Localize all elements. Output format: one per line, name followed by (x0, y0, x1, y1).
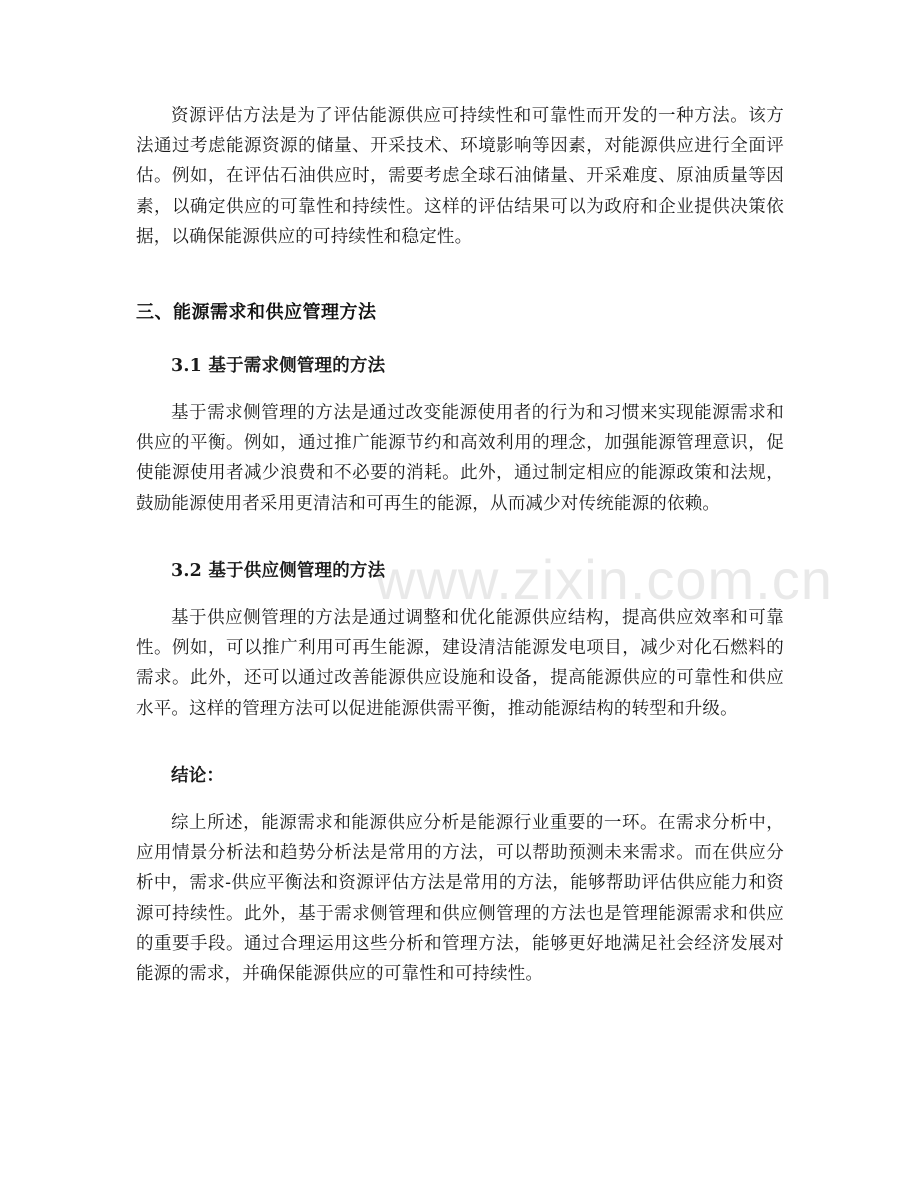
watermark-text: www.zixin.com.cn (375, 548, 833, 611)
section-heading-3: 三、能源需求和供应管理方法 (136, 302, 377, 323)
conclusion-label: 结论： (171, 766, 225, 786)
paragraph-resource-evaluation: 资源评估方法是为了评估能源供应可持续性和可靠性而开发的一种方法。该方法通过考虑能源资源的储量、开采技术、环境影响等因素，对能源供应进行全面评估。例如，在评估石油供应时，需要考虑全球石油储量、开采难度、原油质量等因素，以确定供应的可靠性和持续性。这样的评估结果可以为政府和企业提供决策依据，以确保能源供应的可持续性和稳定性。 (136, 106, 784, 247)
subsection-heading-3-1: 3.1 基于需求侧管理的方法 (171, 356, 386, 376)
subsection-heading-3-2: 3.2 基于供应侧管理的方法 (171, 561, 386, 581)
paragraph-demand-side: 基于需求侧管理的方法是通过改变能源使用者的行为和习惯来实现能源需求和供应的平衡。例如，通过推广能源节约和高效利用的理念，加强能源管理意识，促使能源使用者减少浪费和不必要的消耗。此外，通过制定相应的能源政策和法规，鼓励能源使用者采用更清洁和可再生的能源，从而减少对传统能源的依赖。 (136, 403, 784, 514)
paragraph-supply-side: 基于供应侧管理的方法是通过调整和优化能源供应结构，提高供应效率和可靠性。例如，可以推广利用可再生能源，建设清洁能源发电项目，减少对化石燃料的需求。此外，还可以通过改善能源供应设施和设备，提高能源供应的可靠性和供应水平。这样的管理方法可以促进能源供需平衡，推动能源结构的转型和升级。 (136, 608, 784, 719)
paragraph-conclusion: 综上所述，能源需求和能源供应分析是能源行业重要的一环。在需求分析中，应用情景分析法和趋势分析法是常用的方法，可以帮助预测未来需求。而在供应分析中，需求-供应平衡法和资源评估方法是常用的方法，能够帮助评估供应能力和资源可持续性。此外，基于需求侧管理和供应侧管理的方法也是管理能源需求和供应的重要手段。通过合理运用这些分析和管理方法，能够更好地满足社会经济发展对能源的需求，并确保能源供应的可靠性和可持续性。 (136, 813, 784, 985)
